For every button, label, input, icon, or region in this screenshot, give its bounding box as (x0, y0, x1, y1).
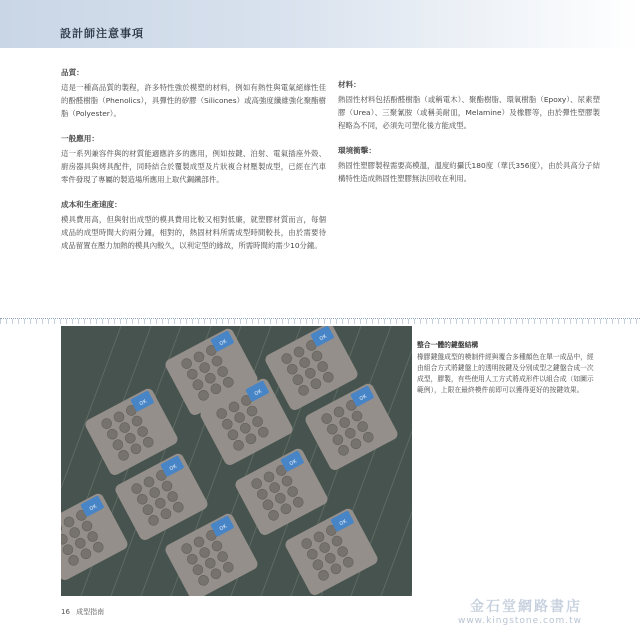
section-title: 環境衝擊： (338, 146, 376, 155)
section-body: 熱固性材料包括酚醛樹脂（或稱電木）、聚酯樹脂、環氧樹脂（Epoxy）、尿素塑膠（Urea）、三聚氰胺（或稱美耐皿，Melamine）及橡膠等，由於彈性塑膠製程略為不同，必須先可塑化後方能成型。 (338, 95, 600, 130)
section-cost-speed (61, 198, 326, 252)
divider-ticks (0, 319, 640, 324)
photo-sheen (61, 326, 412, 596)
caption-title: 整合一體的鍵盤結構 (417, 341, 479, 349)
page-number: 16 (61, 608, 70, 616)
section-body: 這是一種高品質的製程，許多特性強於模塑的材料，例如有熱性與電氣絕緣性佳的酚醛樹脂（Phenolics），具彈性的矽膠（Silicones）或高強度纖維強化聚酯樹脂（Polyester）。 (61, 83, 326, 118)
section-quality (61, 66, 326, 120)
section-applications (61, 132, 326, 186)
keypad-photo (61, 326, 412, 596)
section-body: 熱固性塑膠製程需要高模溫，溫度約攝氏180度（華氏356度），由於具高分子結構特性造成熱固性塑膠無法回收在利用。 (338, 161, 600, 183)
section-body: 模具費用高，但與射出成型的模具費用比較又相對低廉，就塑膠材質而言，每個成品的成型時間大約兩分鐘，相對的，熱固材料所需成型時間較長，由於需要待成品留置在壓力加熱的模具內較久，以利定型的緣故，所需時間約需少10分鐘。 (61, 215, 326, 250)
footer-section: 成型指南 (76, 608, 105, 616)
photo-caption (417, 340, 597, 396)
page-footer (61, 607, 104, 617)
left-column (61, 66, 326, 264)
page-title: 設計師注意事項 (60, 27, 144, 40)
watermark-url: www.kingstone.com.tw (457, 616, 582, 626)
section-environment (338, 144, 600, 185)
section-title: 成本和生產速度： (61, 200, 122, 209)
section-title: 品質： (61, 68, 84, 77)
right-column (338, 78, 600, 197)
section-title: 一般應用： (61, 134, 99, 143)
caption-body: 橡膠鍵盤成型的模制件經與覆合多種顏色在單一成品中，經由組合方式將鍵盤上的透明按鍵及分別成型之鍵盤合成一次成型，膠製，有些使用人工方式將成形件以組合成（如圖示範例），上限在最終模件前即可以獲得更好的按鍵效果。 (417, 353, 594, 394)
section-body: 這一系列兼容件與的材質能適應許多的應用，例如按鍵、泊射、電氣插座外殼、廚房器具與烤具配件，同時結合於覆製成型及片狀複合材壓製成型，已經在汽車零件發現了專屬的製造場所應用上取代鋼鐵部件。 (61, 149, 326, 184)
section-materials (338, 78, 600, 132)
keypad-photo-illustration (61, 326, 412, 596)
section-title: 材料： (338, 80, 361, 89)
watermark-name: 金石堂網路書店 (470, 599, 582, 615)
watermark (458, 596, 582, 626)
